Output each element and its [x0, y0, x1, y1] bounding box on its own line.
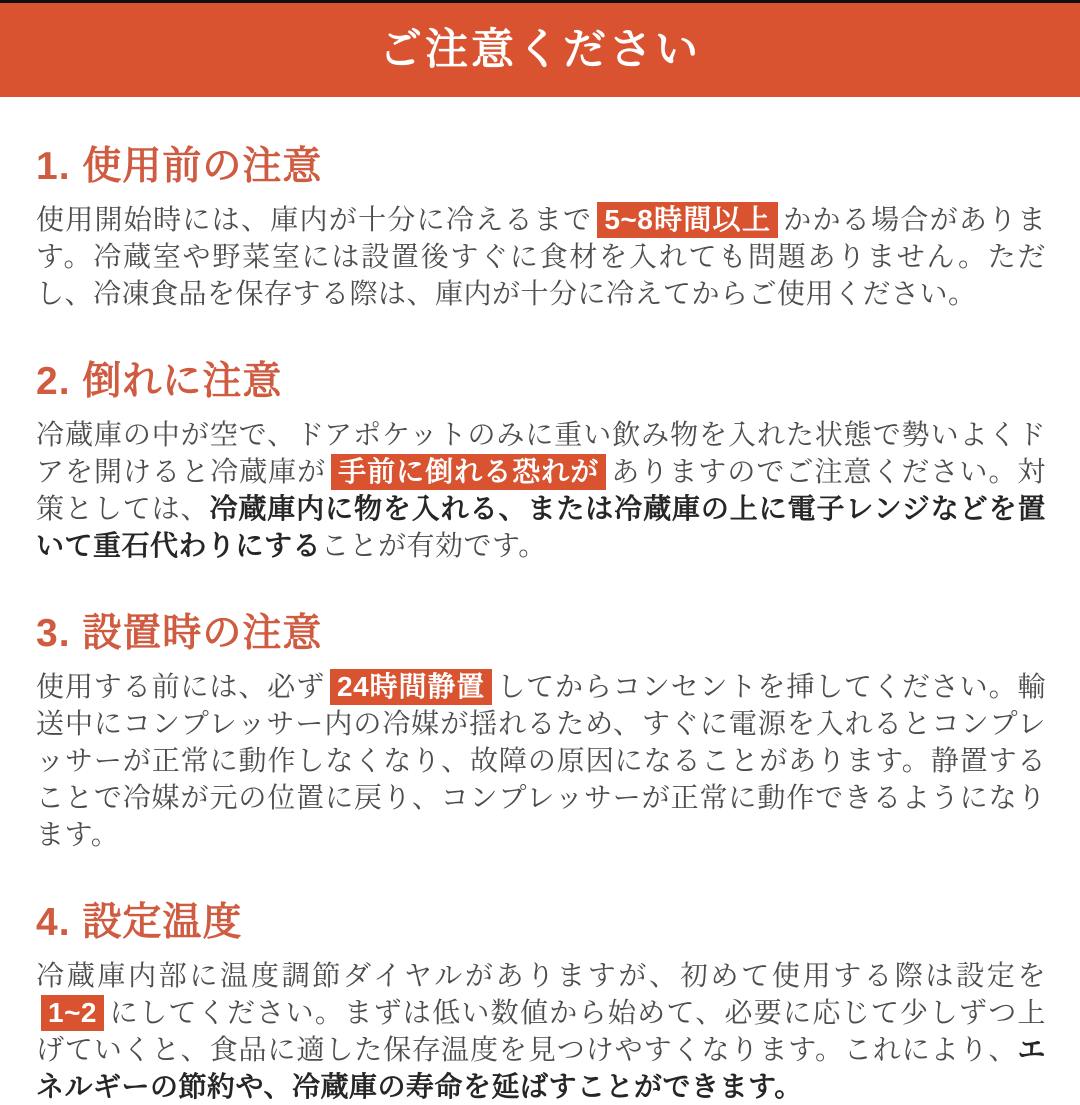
- sections: [36, 147, 1046, 1105]
- section-paragraph: [36, 957, 1046, 1105]
- notice-section: [36, 900, 1046, 1105]
- section-heading: 1. 使用前の注意: [36, 145, 323, 188]
- text-segment: ありますのでご注意ください。対策としては、: [36, 455, 1046, 524]
- notice-section: [36, 359, 1046, 564]
- text-segment: 冷蔵庫内部に温度調節ダイヤルがありますが、初めて使用する際は設定を: [36, 959, 1046, 991]
- text-segment: ことが有効です。: [321, 529, 547, 561]
- section-paragraph: [36, 668, 1046, 853]
- section-paragraph: [36, 416, 1046, 564]
- notice-content: [0, 147, 1080, 1105]
- notice-banner: [0, 3, 1080, 97]
- bold-text: エネルギーの節約や、冷蔵庫の寿命を延ばすことができます。: [36, 1033, 1046, 1102]
- banner-title: ご注意ください: [379, 25, 701, 74]
- text-segment: にしてください。まずは低い数値から始めて、必要に応じて少しずつ上げていくと、食品に適した保存温度を見つけやすくなります。これにより、: [36, 996, 1046, 1065]
- notice-section: [36, 147, 1046, 312]
- text-segment: 使用する前には、必ず: [36, 670, 326, 702]
- highlighted-text: 手前に倒れる恐れが: [331, 454, 606, 490]
- section-heading: 3. 設置時の注意: [36, 611, 323, 655]
- highlighted-text: 5~8時間以上: [597, 202, 778, 238]
- highlighted-text: 24時間静置: [330, 669, 492, 705]
- section-heading: 2. 倒れに注意: [36, 359, 283, 403]
- highlighted-text: 1~2: [41, 995, 104, 1031]
- bold-text: 冷蔵庫内に物を入れる、または冷蔵庫の上に電子レンジなどを置いて重石代わりにする: [36, 492, 1046, 561]
- text-segment: かかる場合があります。冷蔵室や野菜室には設置後すぐに食材を入れても問題ありません。ただし、冷凍食品を保存する際は、庫内が十分に冷えてからご使用ください。: [36, 203, 1046, 309]
- section-heading: 4. 設定温度: [36, 900, 243, 944]
- notice-section: [36, 611, 1046, 853]
- text-segment: 冷蔵庫の中が空で、ドアポケットのみに重い飲み物を入れた状態で勢いよくドアを開けると冷蔵庫が: [36, 418, 1046, 487]
- text-segment: 使用開始時には、庫内が十分に冷えるまで: [36, 203, 593, 235]
- text-segment: してからコンセントを挿してください。輸送中にコンプレッサー内の冷媒が揺れるため、すぐに電源を入れるとコンプレッサーが正常に動作しなくなり、故障の原因になることがあります。静置することで冷媒が元の位置に戻り、コンプレッサーが正常に動作できるようになります。: [36, 670, 1046, 850]
- section-paragraph: [36, 201, 1046, 312]
